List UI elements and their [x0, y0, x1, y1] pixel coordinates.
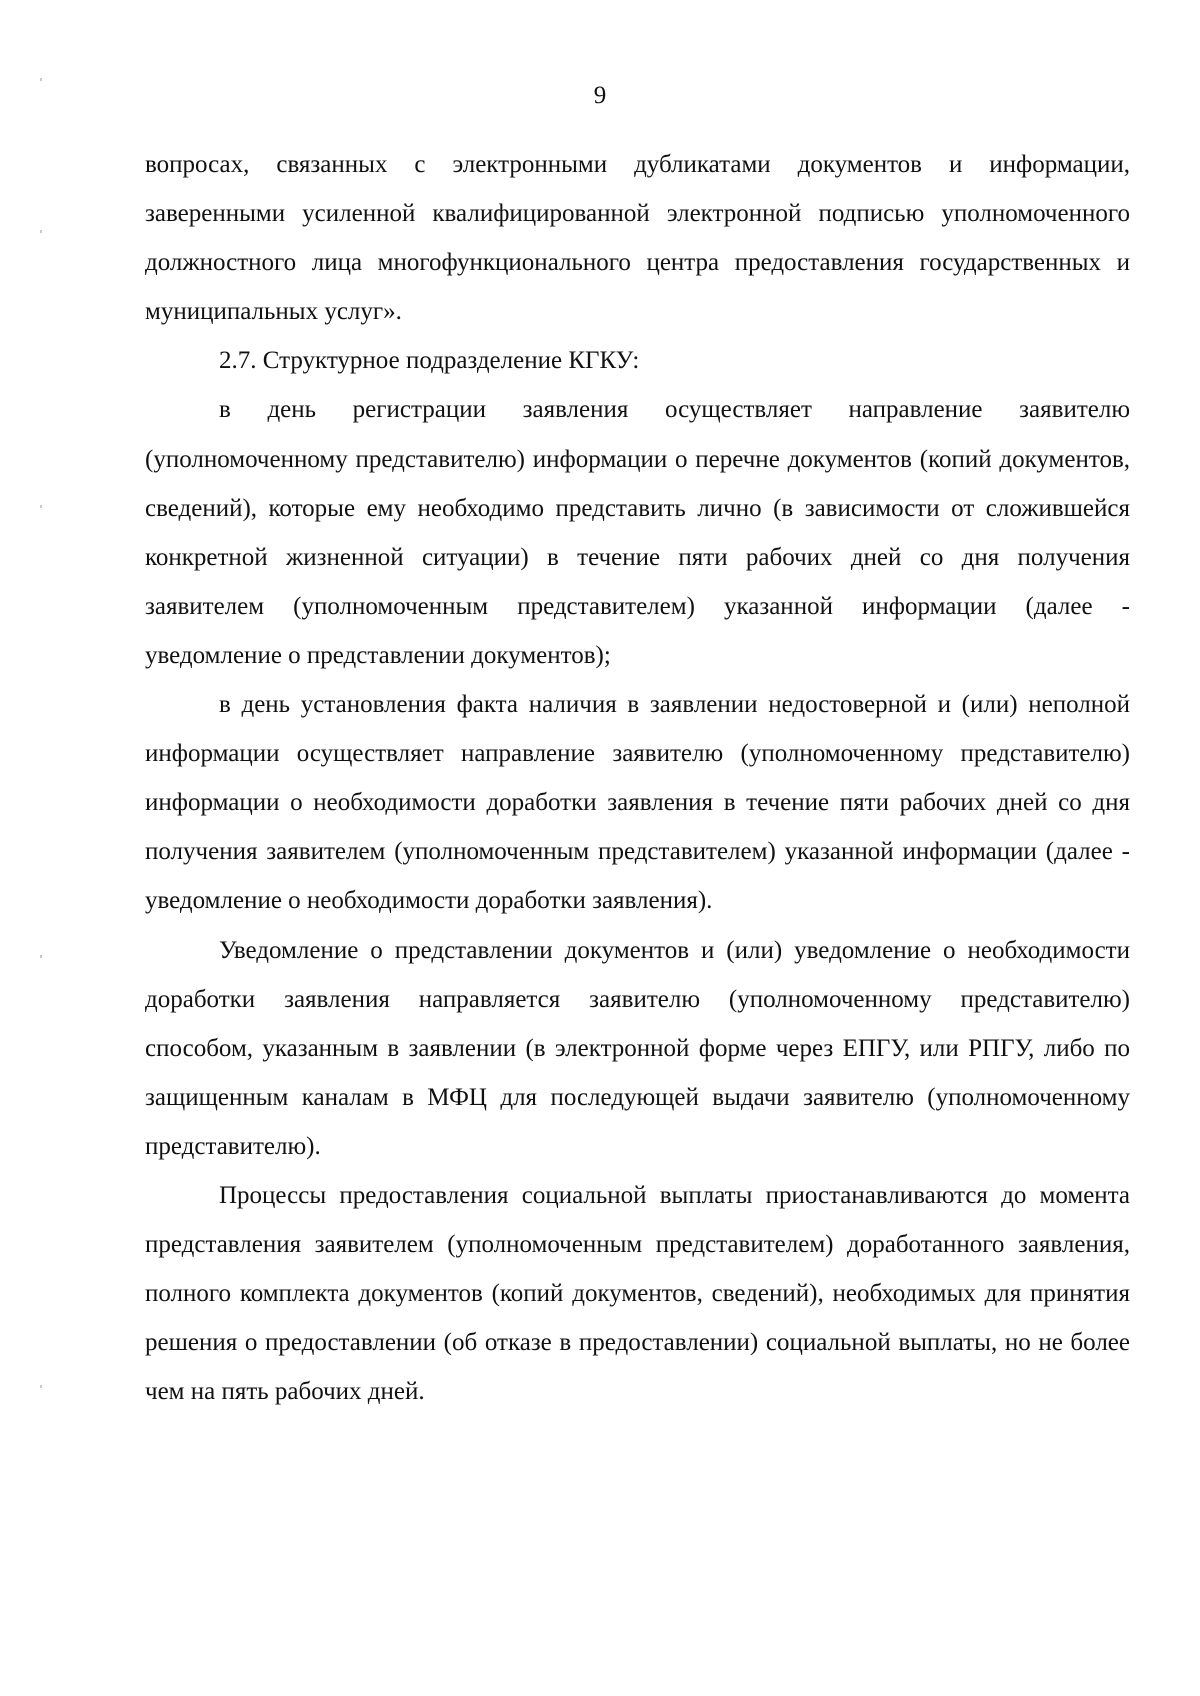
- paragraph-suspension: Процессы предоставления социальной выплаты приостанавливаются до момента представления заявителем (уполномоченным представителем) доработанного заявления, полного комплекта документов (копий документов, сведений), необходимых для принятия решения о предоставлении (об отказе в предоставлении) социальной выплаты, но не более чем на пять рабочих дней.: [145, 1181, 1130, 1406]
- document-body: [145, 140, 1130, 1416]
- scan-margin-mark: [40, 505, 42, 508]
- scan-margin-mark: [40, 955, 42, 958]
- paragraph-notification: Уведомление о представлении документов и (или) уведомление о необходимости доработки заявления направляется заявителю (уполномоченному представителю) способом, указанным в заявлении (в электронной форме через ЕПГУ, или РПГУ, либо по защищенным каналам в МФЦ для последующей выдачи заявителю (уполномоченному представителю).: [145, 936, 1130, 1160]
- section-heading-2-7: 2.7. Структурное подразделение КГКУ:: [219, 347, 640, 375]
- paragraph-incomplete-info: в день установления факта наличия в заявлении недостоверной и (или) неполной информации осуществляет направление заявителю (уполномоченному представителю) информации о необходимости доработки заявления в течение пяти рабочих дней со дня получения заявителем (уполномоченным представителем) указанной информации (далее - уведомление о необходимости доработки заявления).: [145, 691, 1130, 915]
- scan-margin-mark: [40, 1385, 42, 1388]
- paragraph-registration-day: в день регистрации заявления осуществляет направление заявителю (уполномоченному представителю) информации о перечне документов (копий документов, сведений), которые ему необходимо представить лично (в зависимости от сложившейся конкретной жизненной ситуации) в течение пяти рабочих дней со дня получения заявителем (уполномоченным представителем) указанной информации (далее - уведомление о представлении документов);: [145, 396, 1130, 669]
- scan-margin-mark: [40, 78, 42, 81]
- scan-margin-mark: [40, 230, 42, 233]
- paragraph-continuation: вопросах, связанных с электронными дубликатами документов и информации, заверенными усиленной квалифицированной электронной подписью уполномоченного должностного лица многофункционального центра предоставления государственных и муниципальных услуг».: [145, 151, 1130, 326]
- page-number: 9: [593, 82, 607, 109]
